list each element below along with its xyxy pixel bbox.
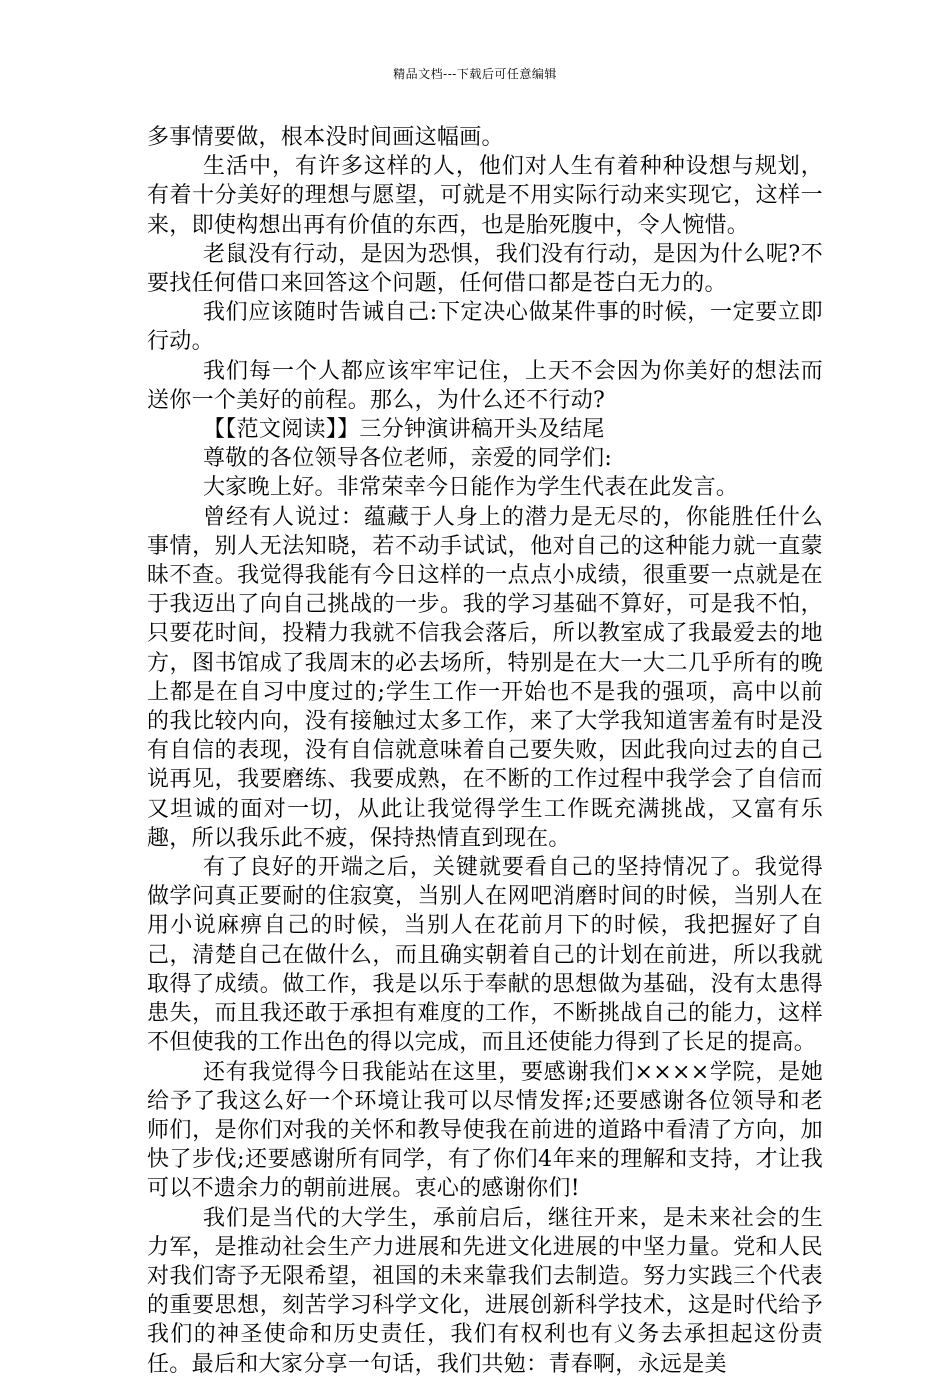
paragraph: 有了良好的开端之后，关键就要看自己的坚持情况了。我觉得做学问真正要耐的住寂寞，当别人在网吧消磨时间的时候，当别人在用小说麻痹自己的时候，当别人在花前月下的时候，我把握好了自己，清楚自己在做什么，而且确实朝着自己的计划在前进，所以我就取得了成绩。做工作，我是以乐于奉献的思想做为基础，没有太患得患失，而且我还敢于承担有难度的工作，不断挑战自己的能力，这样不但使我的工作出色的得以完成，而且还使能力得到了长足的提高。 bbox=[147, 855, 823, 1056]
paragraph: 我们每一个人都应该牢牢记住，上天不会因为你美好的想法而送你一个美好的前程。那么，为什么还不行动? bbox=[147, 358, 823, 413]
paragraph: 多事情要做，根本没时间画这幅画。 bbox=[147, 125, 504, 150]
paragraph: 我们应该随时告诫自己:下定决心做某件事的时候，一定要立即行动。 bbox=[147, 300, 823, 355]
paragraph: 我们是当代的大学生，承前启后，继往开来，是未来社会的生力军，是推动社会生产力进展和先进文化进展的中坚力量。党和人民对我们寄予无限希望，祖国的未来靠我们去制造。努力实践三个代表的重要思想，刻苦学习科学文化，进展创新科学技术，这是时代给予我们的神圣使命和历史责任，我们有权利也有义务去承担起这份责任。最后和大家分享一句话，我们共勉：青春啊，永远是美 bbox=[147, 1205, 823, 1377]
page-header: 精品文档---下载后可任意编辑 bbox=[393, 67, 557, 81]
paragraph: 还有我觉得今日我能站在这里，要感谢我们××××学院，是她给予了我这么好一个环境让我可以尽情发挥;还要感谢各位领导和老师们，是你们对我的关怀和教导使我在前进的道路中看清了方向，加快了步伐;还要感谢所有同学，有了你们4年来的理解和支持，才让我可以不遗余力的朝前进展。衷心的感谢你们! bbox=[147, 1059, 823, 1202]
paragraph: 曾经有人说过：蕴藏于人身上的潜力是无尽的，你能胜任什么事情，别人无法知晓，若不动手试试，他对自己的这种能力就一直蒙昧不查。我觉得我能有今日这样的一点点小成绩，很重要一点就是在于我迈出了向自己挑战的一步。我的学习基础不算好，可是我不怕，只要花时间，投精力我就不信我会落后，所以教室成了我最爱去的地方，图书馆成了我周末的必去场所，特别是在大一大二几乎所有的晚上都是在自习中度过的;学生工作一开始也不是我的强项，高中以前的我比较内向，没有接触过太多工作，来了大学我知道害羞有时是没有自信的表现，没有自信就意味着自己要失败，因此我向过去的自己说再见，我要磨练、我要成熟，在不断的工作过程中我学会了自信而又坦诚的面对一切，从此让我觉得学生工作既充满挑战，又富有乐趣，所以我乐此不疲，保持热情直到现在。 bbox=[147, 504, 823, 851]
section-heading: 【【范文阅读】】三分钟演讲稿开头及结尾 bbox=[203, 417, 605, 443]
paragraph: 生活中，有许多这样的人，他们对人生有着种种设想与规划，有着十分美好的理想与愿望，可就是不用实际行动来实现它，这样一来，即使构想出再有价值的东西，也是胎死腹中，令人惋惜。 bbox=[147, 154, 823, 238]
document-body bbox=[147, 123, 823, 1379]
greeting: 大家晚上好。非常荣幸今日能作为学生代表在此发言。 bbox=[203, 475, 739, 501]
salutation: 尊敬的各位领导各位老师，亲爱的同学们: bbox=[203, 446, 613, 472]
paragraph: 老鼠没有行动，是因为恐惧，我们没有行动，是因为什么呢?不要找任何借口来回答这个问题，任何借口都是苍白无力的。 bbox=[147, 241, 823, 297]
